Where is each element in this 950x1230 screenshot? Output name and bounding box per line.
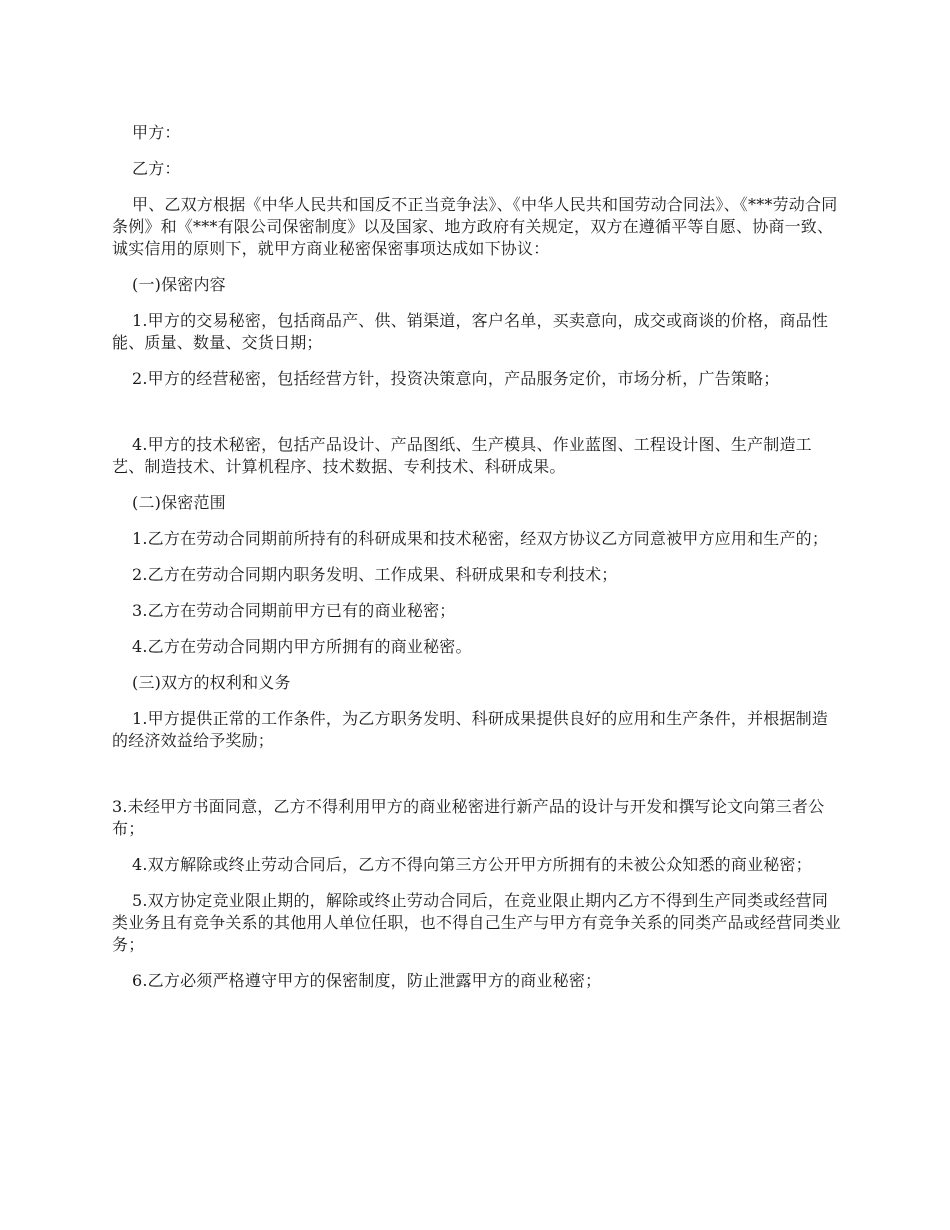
clause-1-2: 2.甲方的经营秘密，包括经营方针，投资决策意向，产品服务定价，市场分析，广告策略；	[132, 369, 780, 388]
clause-2-2: 2.乙方在劳动合同期内职务发明、工作成果、科研成果和专利技术；	[132, 565, 618, 584]
clause-3-6: 6.乙方必须严格遵守甲方的保密制度，防止泄露甲方的商业秘密；	[132, 971, 602, 990]
section-heading-confidential-scope: (二)保密范围	[132, 493, 226, 512]
clause-1-1: 1.甲方的交易秘密，包括商品产、供、销渠道，客户名单，买卖意向，成交或商谈的价格，商品性能、质量、数量、交货日期；	[112, 311, 829, 352]
party-b-line: 乙方：	[132, 159, 181, 178]
document-page	[112, 122, 842, 1006]
clause-3-3: 3.未经甲方书面同意，乙方不得利用甲方的商业秘密进行新产品的设计与开发和撰写论文向第三者公布；	[112, 797, 825, 838]
clause-3-5: 5.双方协定竞业限止期的，解除或终止劳动合同后，在竞业限止期内乙方不得到生产同类或经营同类业务且有竞争关系的其他用人单位任职，也不得自己生产与甲方有竞争关系的同类产品或经营同类业务；	[112, 891, 842, 954]
clause-3-1: 1.甲方提供正常的工作条件，为乙方职务发明、科研成果提供良好的应用和生产条件，并根据制造的经济效益给予奖励；	[112, 709, 829, 750]
section-heading-confidential-content: (一)保密内容	[132, 275, 226, 294]
clause-2-1: 1.乙方在劳动合同期前所持有的科研成果和技术秘密，经双方协议乙方同意被甲方应用和生产的；	[132, 529, 829, 548]
clause-1-4: 4.甲方的技术秘密，包括产品设计、产品图纸、生产模具、作业蓝图、工程设计图、生产制造工艺、制造技术、计算机程序、技术数据、专利技术、科研成果。	[112, 435, 812, 476]
section-heading-rights-obligations: (三)双方的权利和义务	[132, 673, 291, 692]
preamble-paragraph: 甲、乙双方根据《中华人民共和国反不正当竞争法》、《中华人民共和国劳动合同法》、《***劳动合同条例》和《***有限公司保密制度》以及国家、地方政府有关规定，双方在遵循平等自愿、协商一致、诚实信用的原则下，就甲方商业秘密保密事项达成如下协议：	[112, 195, 838, 258]
clause-3-4: 4.双方解除或终止劳动合同后，乙方不得向第三方公开甲方所拥有的未被公众知悉的商业秘密；	[132, 855, 812, 874]
blank-gap	[112, 752, 842, 796]
clause-2-3: 3.乙方在劳动合同期前甲方已有的商业秘密；	[132, 601, 456, 620]
blank-gap	[112, 390, 842, 434]
party-a-line: 甲方：	[132, 123, 181, 142]
clause-2-4: 4.乙方在劳动合同期内甲方所拥有的商业秘密。	[132, 637, 472, 656]
